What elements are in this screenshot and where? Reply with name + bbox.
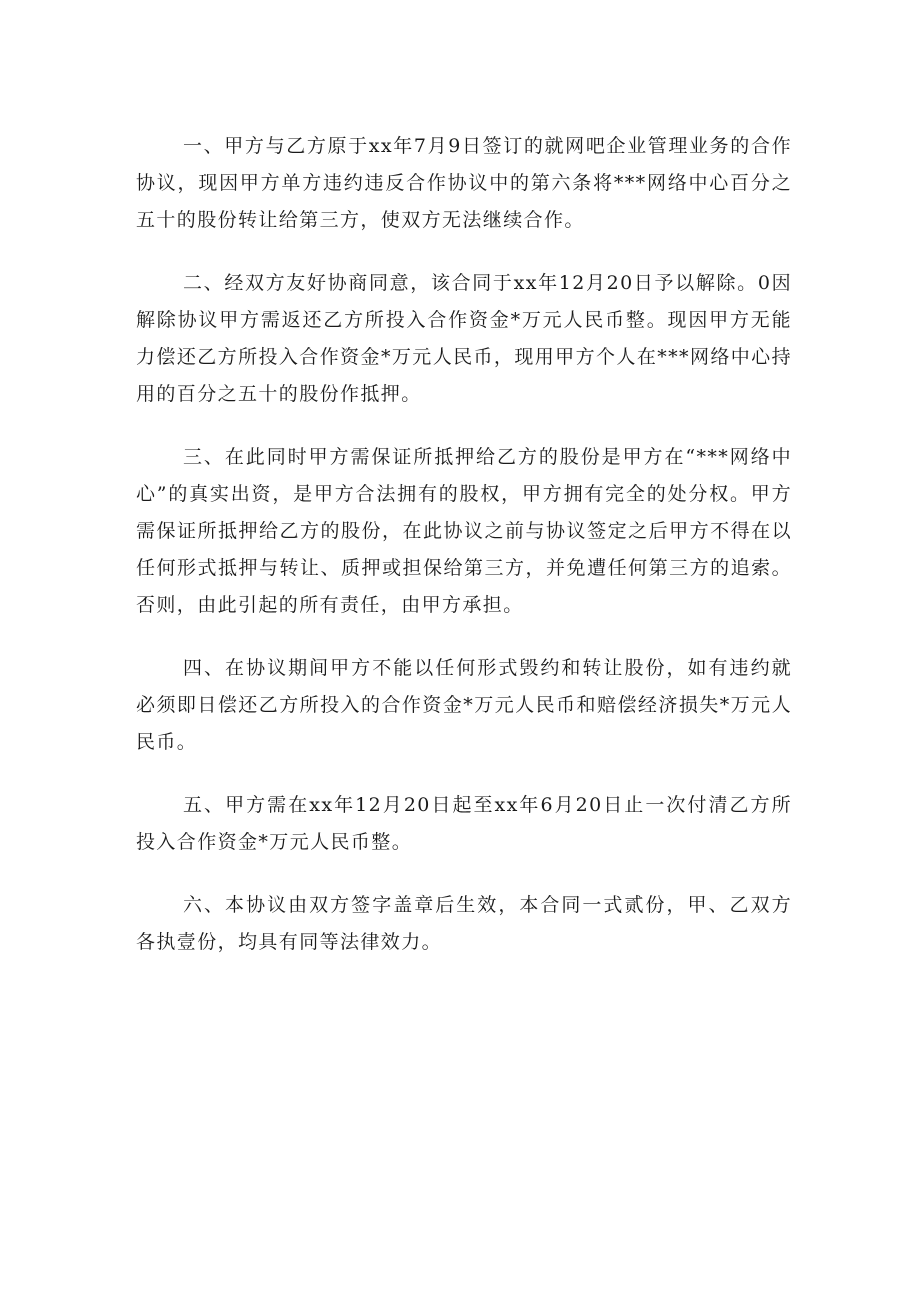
clause-2-paragraph: 二、经双方友好协商同意，该合同于xx年12月20日予以解除。0因解除协议甲方需返还乙方所投入合作资金*万元人民币整。现因甲方无能力偿还乙方所投入合作资金*万元人民币，现用甲方个人在***网络中心持用的百分之五十的股份作抵押。 (136, 272, 792, 405)
document-body (136, 128, 792, 987)
clause-6-paragraph: 六、本协议由双方签字盖章后生效，本合同一式贰份，甲、乙双方各执壹份，均具有同等法律效力。 (136, 894, 792, 953)
clause-3-paragraph: 三、在此同时甲方需保证所抵押给乙方的股份是甲方在“***网络中心”的真实出资，是甲方合法拥有的股权，甲方拥有完全的处分权。甲方需保证所抵押给乙方的股份，在此协议之前与协议签定之后甲方不得在以任何形式抵押与转让、质押或担保给第三方，并免遭任何第三方的追索。否则，由此引起的所有责任，由甲方承担。 (136, 446, 792, 616)
clause-1-paragraph: 一、甲方与乙方原于xx年7月9日签订的就网吧企业管理业务的合作协议，现因甲方单方违约违反合作协议中的第六条将***网络中心百分之五十的股份转让给第三方，使双方无法继续合作。 (136, 135, 792, 231)
clause-4-paragraph: 四、在协议期间甲方不能以任何形式毁约和转让股份，如有违约就必须即日偿还乙方所投入的合作资金*万元人民币和赔偿经济损失*万元人民币。 (136, 657, 792, 753)
clause-5-paragraph: 五、甲方需在xx年12月20日起至xx年6月20日止一次付清乙方所投入合作资金*万元人民币整。 (136, 794, 792, 853)
